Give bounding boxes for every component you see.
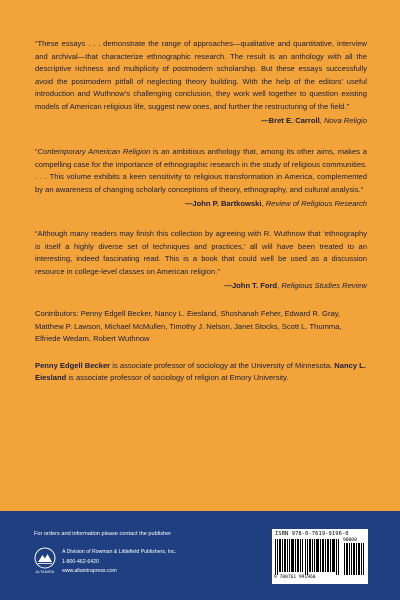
publisher-website: www.altamirapress.com <box>62 568 117 575</box>
review-quote-1 <box>35 38 367 127</box>
quote-open-mark: “ <box>35 147 38 157</box>
attribution-separator: , <box>319 115 324 125</box>
editor-name: Penny Edgell Becker <box>35 360 111 370</box>
order-info: For orders and information please contact the publisher <box>34 531 172 537</box>
price-code: 90000 <box>343 538 357 543</box>
quote-attribution <box>35 115 367 128</box>
publisher-footer <box>0 511 400 600</box>
editor-bio-text: is associate professor of sociology at the University of Minnesota. <box>110 360 335 370</box>
editor-name: Nancy L. Eiesland <box>35 360 366 383</box>
attribution-separator: , <box>277 280 282 290</box>
publisher-phone: 1-800-462-6420 <box>62 558 99 565</box>
publisher-logo-label: ALTAMIRA <box>35 570 55 574</box>
quote-source: Nova Religio <box>323 115 367 125</box>
quote-author: —Bret E. Carroll <box>261 115 320 125</box>
back-cover-text <box>35 38 367 385</box>
publisher-division: A Division of Rowman & Littlefield Publishers, Inc. <box>62 549 177 555</box>
addon-barcode-icon <box>344 543 364 575</box>
editor-bio-text: is associate professor of sociology of religion at Emory University. <box>66 373 289 383</box>
attribution-separator: , <box>261 198 266 208</box>
barcode-digits: 9 780761 991960 <box>274 575 316 580</box>
quote-author: —John P. Bartkowski <box>184 198 262 208</box>
quote-text: “Although many readers may finish this collection by agreeing with R. Wuthnow that ‘ethnography is itself a highly diverse set of techniques and practices,’ all will have been treated to an interesting, indeed fascinating read. This is a book that could well be used as a discussion resource in college-level classes on American religion.” <box>35 229 367 276</box>
quote-text <box>35 146 367 196</box>
barcode-icon <box>275 539 341 575</box>
publisher-info <box>62 548 176 577</box>
review-quote-3 <box>35 228 367 292</box>
review-quote-2 <box>35 146 367 210</box>
barcode-box <box>272 529 368 584</box>
quote-source: Review of Religious Research <box>265 198 367 208</box>
publisher-logo-icon <box>34 547 56 569</box>
quote-attribution <box>35 198 367 211</box>
quote-source: Religious Studies Review <box>281 280 367 290</box>
book-title: Contemporary American Religion <box>37 147 151 157</box>
contributors-list: Contributors: Penny Edgell Becker, Nancy L. Eiesland, Shoshanah Feher, Edward R. Gray, Matthew P. Lawson, Michael McMullen, Timothy J. Nelson, Janet Stocks, Scott L. Thumma, Elfriede Wedam, Robert Wuthnow <box>35 309 342 344</box>
quote-author: —John T. Ford <box>224 280 278 290</box>
isbn-number: ISBN 978-0-7619-9196-0 <box>275 531 349 537</box>
quote-attribution <box>35 280 367 293</box>
quote-body: is an ambitious anthology that, among its other aims, makes a compelling case for the importance of ethnographic research in the study of religious communities. . . . This volume exhibits a keen sensitivity to religious transformation in America, complemented by an awareness of changing scholarly conceptions of theory, ethnography, and cultural analysis.” <box>35 147 367 194</box>
editors-bio <box>35 360 367 385</box>
quote-text: “These essays . . . demonstrate the range of approaches—qualitative and quantitative, interview and archival—that characterize ethnographic research. The result is an anthology with all the descriptive richness and multiplicity of postmodern scholarship. But these essays successfully avoid the postmodern pitfall of neglecting theory building. With the help of the editors’ useful introduction and Wuthnow’s challenging conclusion, they work well together to question existing models of American religious life, suggest new ones, and further the restructuring of the field.” <box>35 39 367 111</box>
